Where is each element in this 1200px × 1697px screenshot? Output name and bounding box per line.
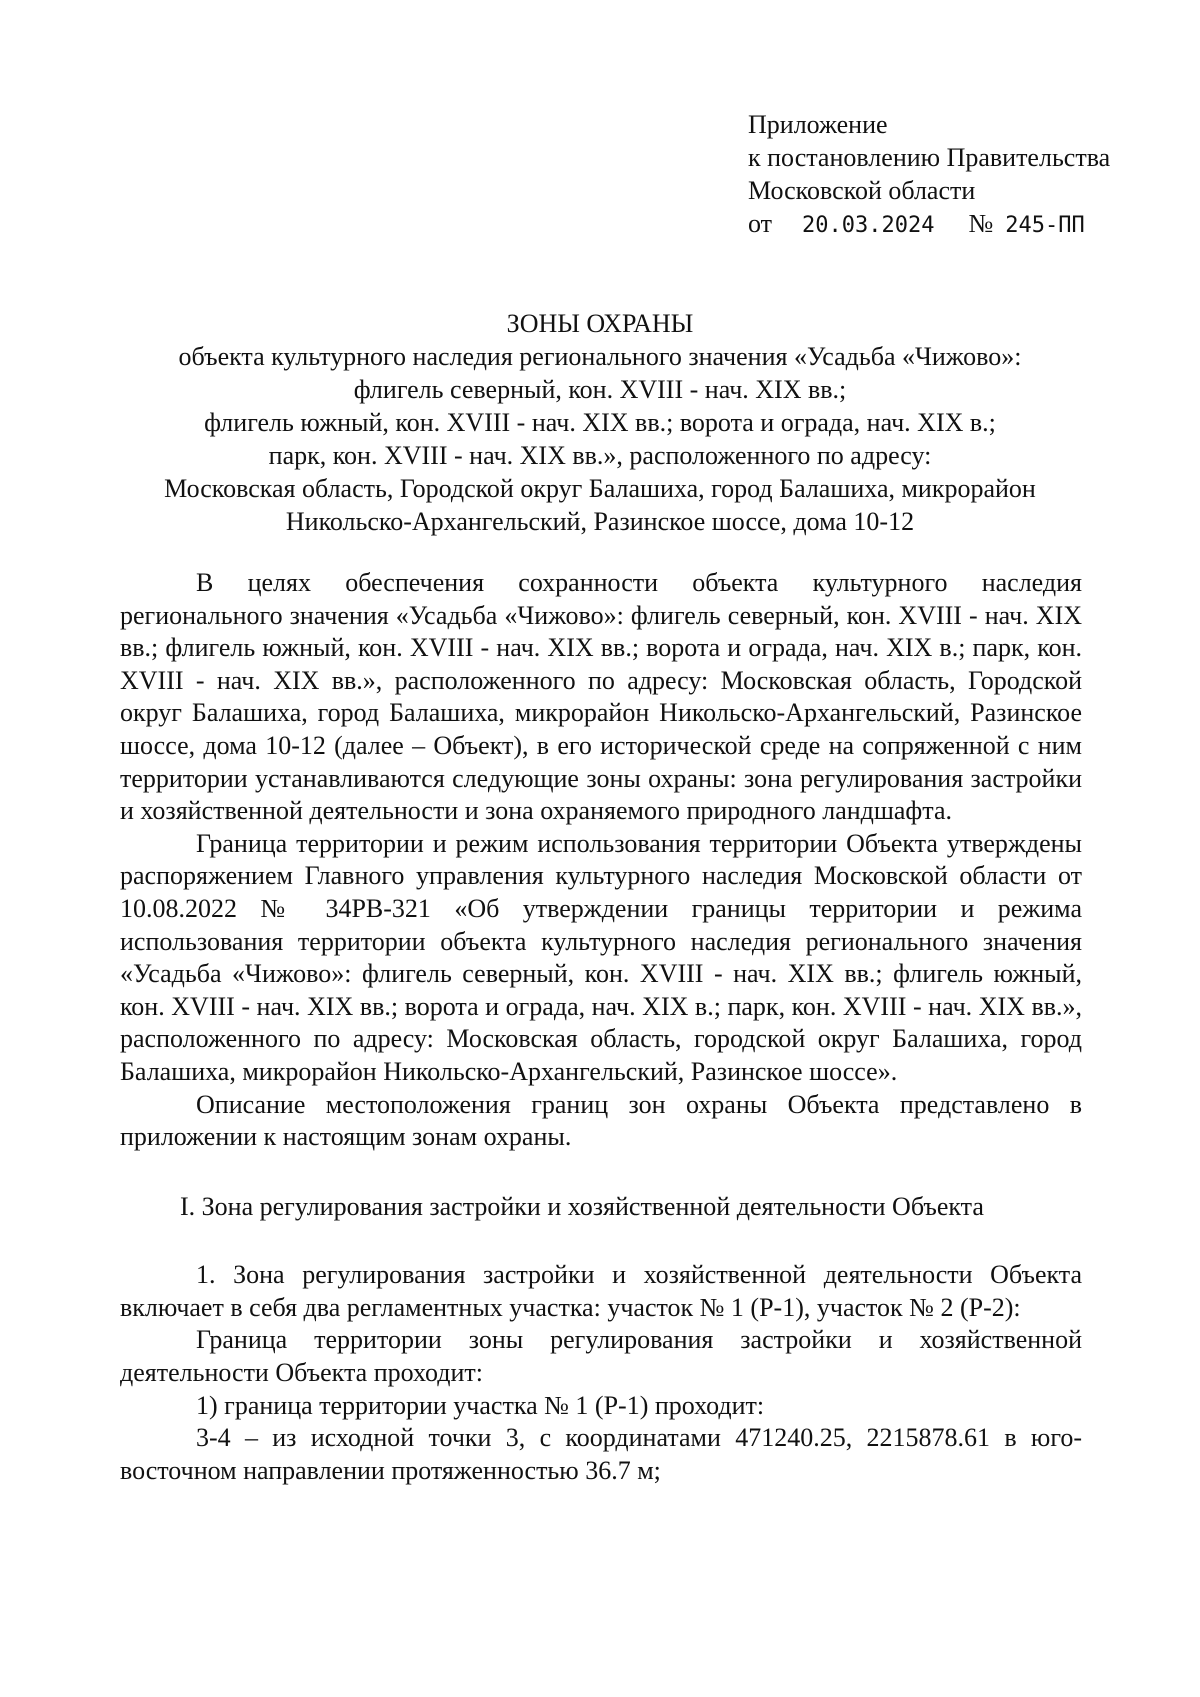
paragraph-zone-composition: 1. Зона регулирования застройки и хозяйственной деятельности Объекта включает в себя два регламентных участка: участок № 1 (Р-1), участок № 2 (Р-2): xyxy=(120,1260,1082,1322)
title-line-1: объекта культурного наследия регионального значения «Усадьба «Чижово»: xyxy=(178,342,1022,371)
title-heading: ЗОНЫ ОХРАНЫ xyxy=(506,309,694,338)
appendix-date-line xyxy=(748,207,1110,242)
title-line-3: флигель южный, кон. XVIII - нач. XIX вв.; ворота и ограда, нач. XIX в.; xyxy=(204,408,996,437)
paragraph-segment-3-4: 3-4 – из исходной точки 3, с координатами 471240.25, 2215878.61 в юго-восточном направлении протяженностью 36.7 м; xyxy=(120,1423,1082,1485)
paragraph-zone-boundary: Граница территории зоны регулирования застройки и хозяйственной деятельности Объекта проходит: xyxy=(120,1325,1082,1388)
section-heading: I. Зона регулирования застройки и хозяйственной деятельности Объекта xyxy=(180,1191,984,1221)
decree-date: 20.03.2024 xyxy=(802,213,935,238)
document-body xyxy=(120,567,1082,1487)
paragraph-boundary-approval: Граница территории и режим использования территории Объекта утверждены распоряжением Главного управления культурного наследия Московской области от 10.08.2022 № 34РВ-321 «Об утверждении границы территории и режима использования территории объекта культурного наследия регионального значения «Усадьба «Чижово»: флигель северный, кон. XVIII - нач. XIX вв.; флигель южный, кон. XVIII - нач. XIX вв.; ворота и ограда, нач. XIX в.; парк, кон. XVIII - нач. XIX вв.», расположенного по адресу: Московская область, городской округ Балашиха, город Балашиха, микрорайон Никольско-Архангельский, Разинское шоссе». xyxy=(120,828,1082,1086)
number-label: № xyxy=(968,209,994,238)
appendix-line-3: Московской области xyxy=(748,176,976,205)
title-line-2: флигель северный, кон. XVIII - нач. XIX вв.; xyxy=(353,375,847,404)
paragraph-description-reference: Описание местоположения границ зон охраны Объекта представлено в приложении к настоящим зонам охраны. xyxy=(120,1089,1082,1152)
appendix-block xyxy=(748,108,1110,242)
decree-number: 245-ПП xyxy=(1005,213,1085,238)
from-label: от xyxy=(748,209,773,238)
paragraph-plot-1-boundary: 1) граница территории участка № 1 (Р-1) проходит: xyxy=(196,1390,765,1420)
title-line-6: Никольско-Архангельский, Разинское шоссе, дома 10-12 xyxy=(285,507,915,536)
paragraph-purpose: В целях обеспечения сохранности объекта культурного наследия регионального значения «Усадьба «Чижово»: флигель северный, кон. XVIII - нач. XIX вв.; флигель южный, кон. XVIII - нач. XIX вв.; ворота и ограда, нач. XIX в.; парк, кон. XVIII - нач. XIX вв.», расположенного по адресу: Московская область, Городской округ Балашиха, город Балашиха, микрорайон Никольско-Архангельский, Разинское шоссе, дома 10-12 (далее – Объект), в его исторической среде на сопряженной с ним территории устанавливаются следующие зоны охраны: зона регулирования застройки и хозяйственной деятельности и зона охраняемого природного ландшафта. xyxy=(120,568,1082,826)
title-line-5: Московская область, Городской округ Балашиха, город Балашиха, микрорайон xyxy=(164,474,1036,503)
title-line-4: парк, кон. XVIII - нач. XIX вв.», расположенного по адресу: xyxy=(268,441,932,470)
document-title xyxy=(120,307,1080,538)
appendix-line-2: к постановлению Правительства xyxy=(748,143,1111,172)
appendix-line-1: Приложение xyxy=(748,110,888,139)
